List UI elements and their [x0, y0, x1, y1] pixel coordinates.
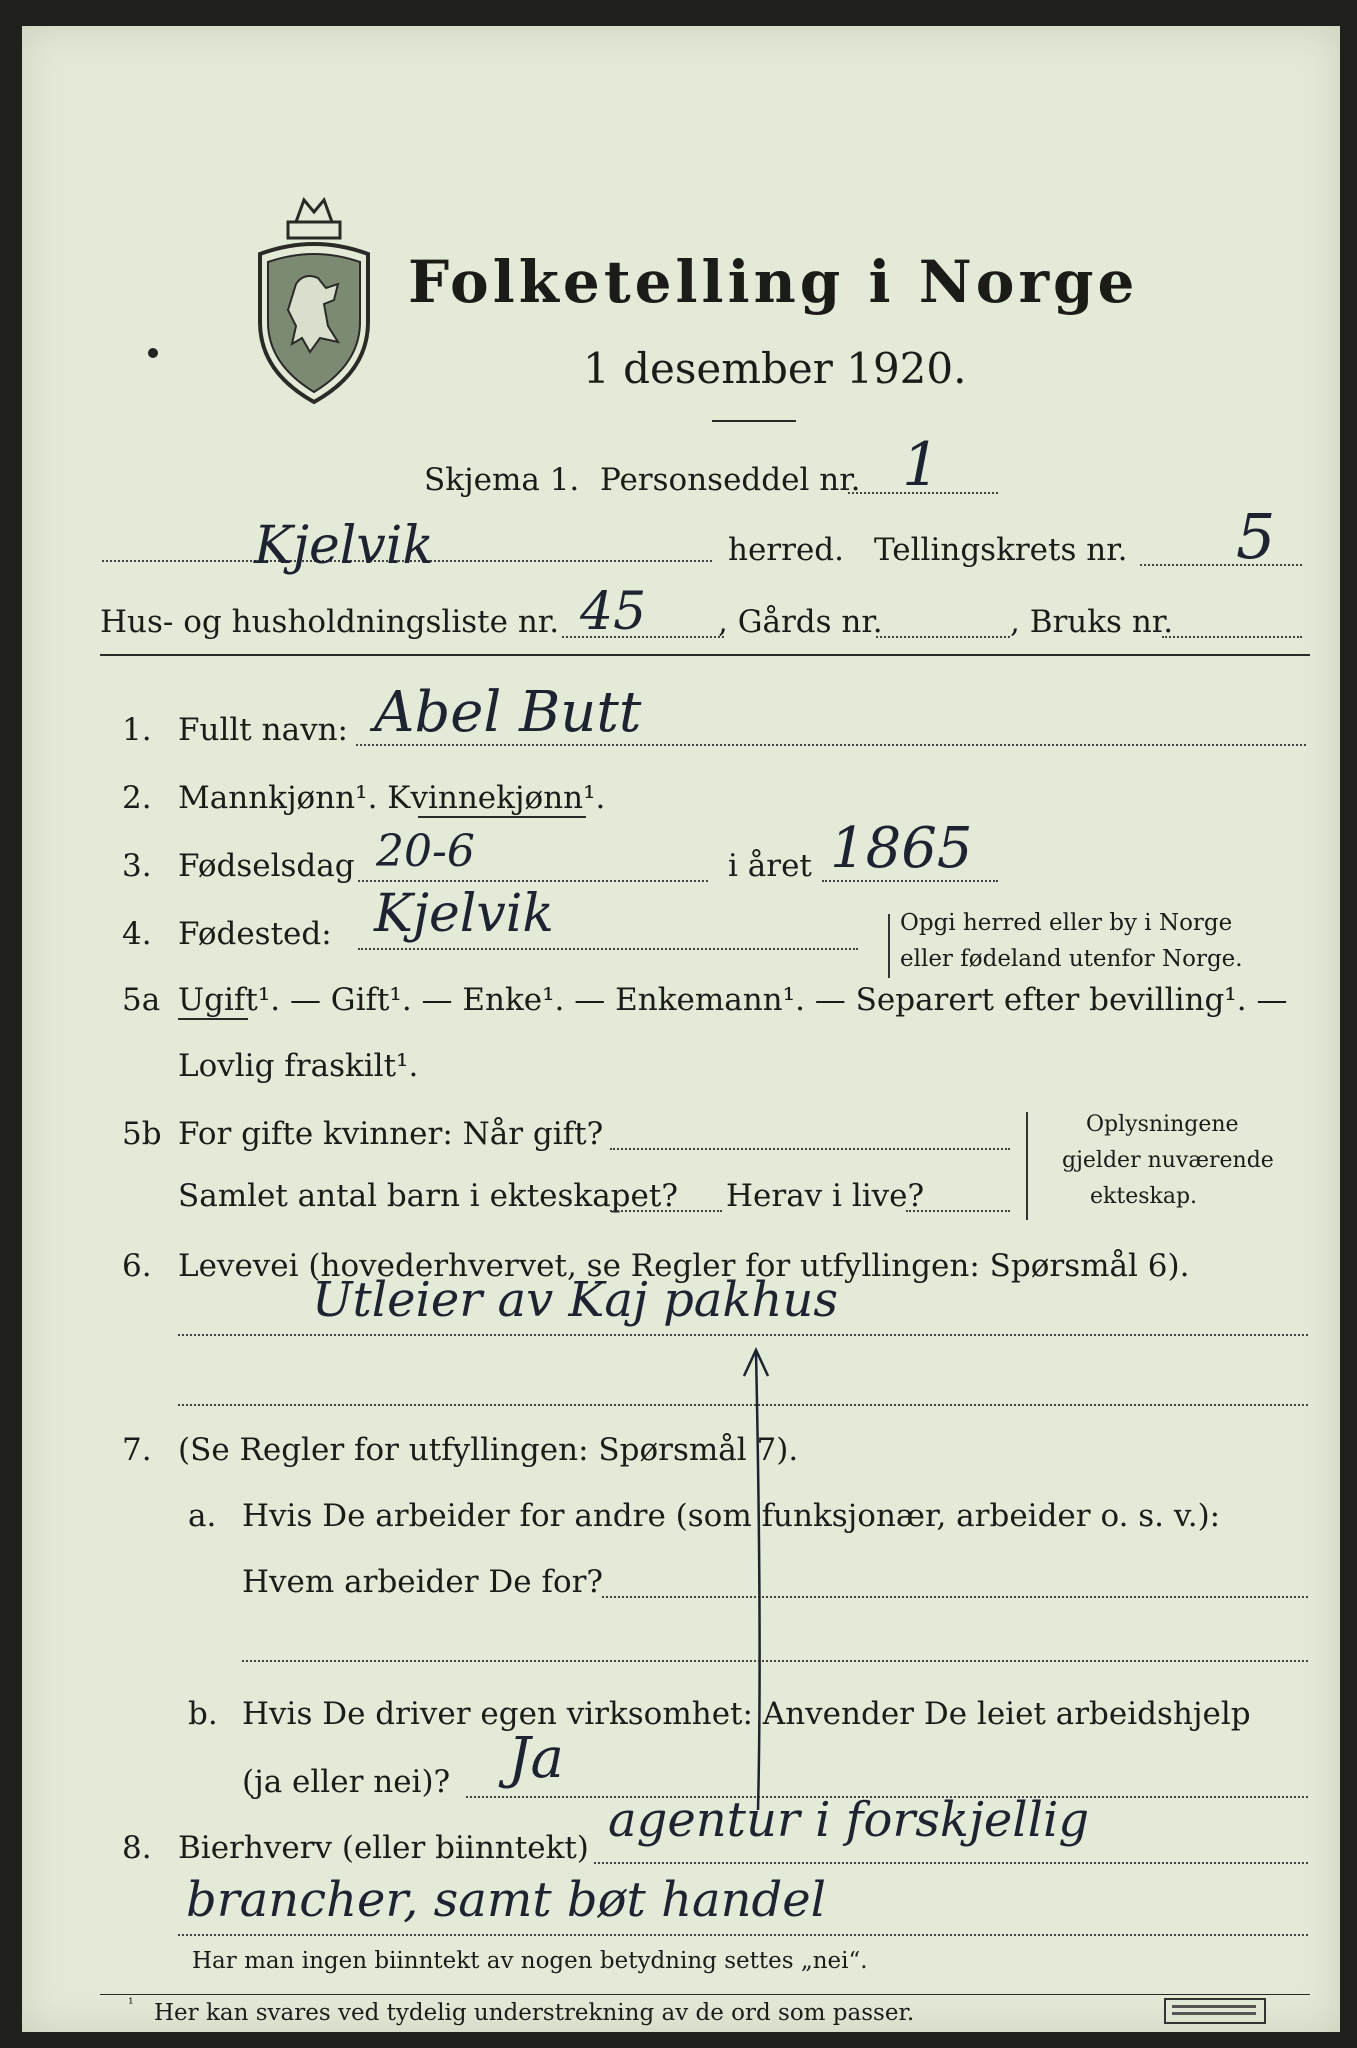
side-income-value-2[interactable]: brancher, samt bøt handel — [186, 1872, 827, 1928]
arrow-annotation-icon — [732, 1342, 782, 1812]
q5b-note-line2: gjelder nuværende — [1062, 1148, 1274, 1173]
q5b-alive-line — [906, 1210, 1010, 1212]
q5b-label: For gifte kvinner: Når gift? — [178, 1116, 604, 1152]
q7b-number: b. — [188, 1696, 218, 1732]
q8-line1 — [594, 1862, 1308, 1864]
q5b-children-line — [610, 1210, 722, 1212]
gender-options[interactable]: Mannkjønn¹. Kvinnekjønn¹. — [178, 780, 606, 816]
personseddel-label: Personseddel nr. — [600, 462, 861, 498]
q8-label: Bierhverv (eller biinntekt) — [178, 1830, 589, 1866]
kvinnekjonn-underline — [418, 816, 586, 818]
side-income-value[interactable]: agentur i forskjellig — [608, 1792, 1090, 1848]
title-divider — [712, 420, 796, 422]
marital-status-options-2[interactable]: Lovlig fraskilt¹. — [178, 1048, 419, 1084]
birth-day-value[interactable]: 20-6 — [376, 826, 475, 877]
occupation-value[interactable]: Utleier av Kaj pakhus — [312, 1272, 838, 1328]
census-date: 1 desember 1920. — [583, 344, 967, 393]
q3-year-label: i året — [728, 848, 812, 884]
q6-number: 6. — [122, 1248, 152, 1284]
husliste-label: Hus- og husholdningsliste nr. — [100, 604, 560, 640]
tellingskrets-line — [1140, 564, 1302, 566]
husliste-value[interactable]: 45 — [580, 582, 647, 642]
q7b-yesno-label: (ja eller nei)? — [242, 1764, 451, 1800]
q7a-number: a. — [188, 1498, 217, 1534]
q8-line2 — [178, 1934, 1308, 1936]
q5b-brace — [1026, 1112, 1028, 1220]
coat-of-arms-icon — [248, 192, 380, 408]
bruks-label: , Bruks nr. — [1010, 604, 1174, 640]
ink-spot — [148, 348, 158, 358]
q3-number: 3. — [122, 848, 152, 884]
printer-stamp — [1164, 1998, 1266, 2024]
q5b-alive-label: Herav i live? — [726, 1178, 925, 1214]
q5b-note-line3: ekteskap. — [1090, 1184, 1198, 1209]
q7a-line1 — [602, 1596, 1308, 1598]
birth-year-value[interactable]: 1865 — [830, 816, 973, 881]
q7-label: (Se Regler for utfyllingen: Spørsmål 7). — [178, 1432, 799, 1468]
q4-label: Fødested: — [178, 916, 332, 952]
q2-number: 2. — [122, 780, 152, 816]
footnote-mark: ¹ — [128, 1996, 134, 2012]
q5b-number: 5b — [122, 1116, 162, 1152]
herred-label: herred. — [728, 532, 844, 568]
q7b-label: Hvis De driver egen virksomhet: Anvender De leiet arbeidshjelp — [242, 1696, 1251, 1732]
tellingskrets-label: Tellingskrets nr. — [874, 532, 1128, 568]
footnote-divider — [100, 1994, 1310, 1995]
q4-note-line1: Opgi herred eller by i Norge — [900, 910, 1233, 936]
q7-number: 7. — [122, 1432, 152, 1468]
q4-brace — [888, 914, 890, 978]
census-form-page — [22, 26, 1340, 2032]
q8-number: 8. — [122, 1830, 152, 1866]
bruks-line — [1162, 636, 1302, 638]
gards-line — [876, 636, 1010, 638]
q5a-number: 5a — [122, 982, 161, 1018]
ugift-underline — [178, 1018, 248, 1020]
q4-line — [358, 948, 858, 950]
q6-line1 — [178, 1334, 1308, 1336]
q5b-married-line — [610, 1148, 1010, 1150]
q8-note: Har man ingen biinntekt av nogen betydning settes „nei“. — [192, 1948, 868, 1974]
birthplace-value[interactable]: Kjelvik — [374, 884, 554, 944]
q6-label: Levevei (hovederhvervet, se Regler for utfyllingen: Spørsmål 6). — [178, 1248, 1190, 1284]
form-title: Folketelling i Norge — [408, 248, 1139, 316]
q1-label: Fullt navn: — [178, 712, 348, 748]
q5b-note-line1: Oplysningene — [1086, 1112, 1239, 1137]
q7a-employer-label: Hvem arbeider De for? — [242, 1564, 604, 1600]
footnote-text: Her kan svares ved tydelig understrekning av de ord som passer. — [154, 2000, 915, 2026]
marital-status-options[interactable]: Ugift¹. — Gift¹. — Enke¹. — Enkemann¹. — Separert efter bevilling¹. — — [178, 982, 1288, 1018]
gards-label: , Gårds nr. — [718, 604, 883, 640]
herred-value[interactable]: Kjelvik — [254, 516, 434, 576]
q3-label: Fødselsdag — [178, 848, 355, 884]
personseddel-value[interactable]: 1 — [902, 430, 941, 500]
q3-day-line — [358, 880, 708, 882]
header-divider — [100, 654, 1310, 656]
q1-number: 1. — [122, 712, 152, 748]
full-name-value[interactable]: Abel Butt — [374, 680, 642, 745]
q4-number: 4. — [122, 916, 152, 952]
schema-label: Skjema 1. — [424, 462, 580, 498]
q4-note-line2: eller fødeland utenfor Norge. — [900, 946, 1243, 972]
q5b-children-label: Samlet antal barn i ekteskapet? — [178, 1178, 678, 1214]
employs-help-value[interactable]: Ja — [508, 1726, 564, 1791]
tellingskrets-value[interactable]: 5 — [1236, 500, 1276, 573]
q7a-label: Hvis De arbeider for andre (som funksjonær, arbeider o. s. v.): — [242, 1498, 1221, 1534]
